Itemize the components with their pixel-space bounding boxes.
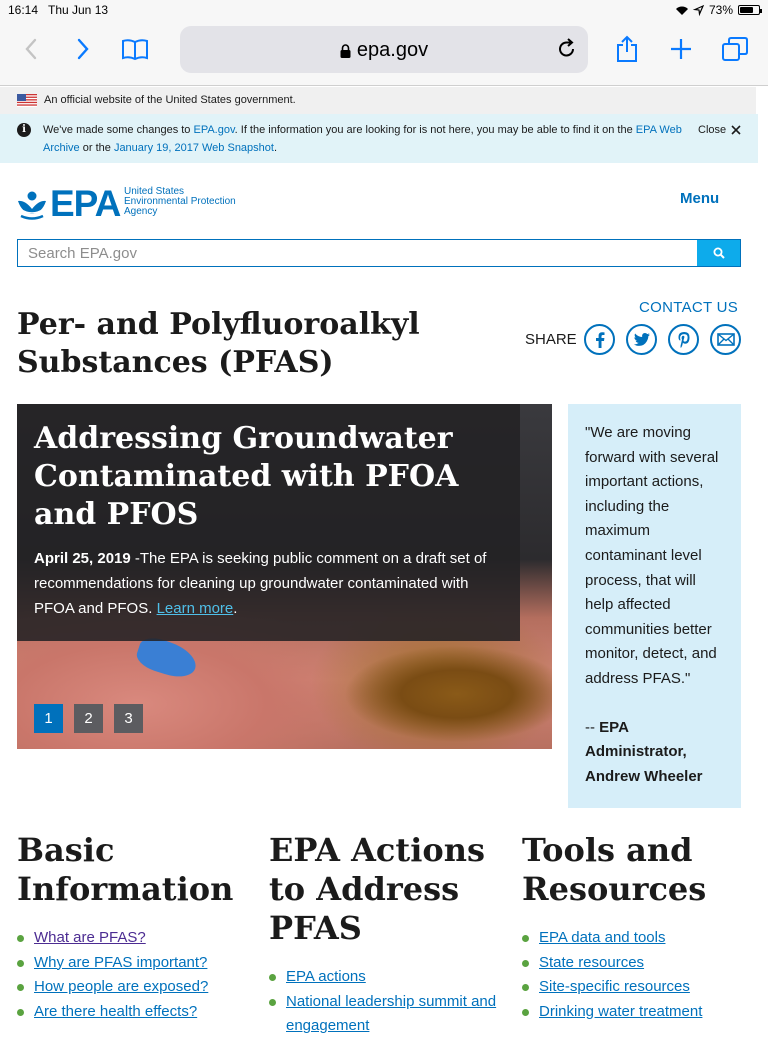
quote-text: "We are moving forward with several important actions, including the maximum contaminant level process, that will help affected communities better monitor, detect, and address PFAS."	[585, 424, 719, 687]
state-resources-link[interactable]: State resources	[539, 953, 645, 971]
list-item	[17, 1000, 247, 1025]
why-pfas-important-link[interactable]: Why are PFAS important?	[34, 953, 208, 971]
us-flag-icon	[17, 94, 37, 107]
pinterest-icon	[678, 332, 690, 348]
hero-slideshow	[17, 404, 552, 749]
section-heading: Basic Information	[17, 831, 234, 908]
link-list	[17, 926, 247, 1024]
tools-resources-section	[522, 831, 752, 1024]
new-tab-icon[interactable]	[666, 34, 696, 64]
notice-link-archive[interactable]: EPA Web Archive	[43, 124, 682, 154]
back-icon[interactable]	[16, 34, 46, 64]
list-item	[522, 926, 752, 951]
link-list	[522, 926, 752, 1024]
contact-us-link[interactable]: CONTACT US	[639, 299, 739, 316]
notice-link-snapshot[interactable]: January 19, 2017 Web Snapshot	[113, 142, 274, 154]
list-item	[17, 975, 247, 1000]
epa-flower-icon	[17, 187, 47, 221]
health-effects-link[interactable]: Are there health effects?	[34, 1002, 198, 1020]
slide-1-button[interactable]: 1	[34, 704, 63, 733]
forward-icon[interactable]	[68, 34, 98, 64]
wifi-icon	[675, 5, 689, 16]
list-item	[17, 951, 247, 976]
what-are-pfas-link[interactable]: What are PFAS?	[34, 929, 146, 946]
hero-caption	[17, 404, 520, 641]
list-item	[522, 951, 752, 976]
link-list	[269, 965, 499, 1039]
tabs-overview-icon[interactable]	[720, 34, 750, 64]
site-notice	[0, 114, 758, 163]
notice-close-button[interactable]	[698, 121, 741, 139]
close-icon	[731, 125, 741, 135]
search-input[interactable]	[18, 240, 698, 266]
facebook-share-button[interactable]	[584, 324, 615, 355]
reload-icon[interactable]	[558, 39, 576, 58]
epa-logo[interactable]	[17, 183, 236, 225]
status-time: 16:14	[8, 3, 39, 17]
battery-percent: 73%	[708, 3, 733, 17]
slide-2-button[interactable]: 2	[74, 704, 103, 733]
battery-icon	[738, 5, 760, 15]
share-sheet-icon[interactable]	[612, 34, 642, 64]
data-tools-link[interactable]: EPA data and tools	[539, 929, 666, 946]
twitter-share-button[interactable]	[626, 324, 657, 355]
administrator-quote	[568, 404, 741, 808]
hero-date: April 25, 2019	[34, 550, 131, 567]
info-icon: i	[17, 123, 31, 137]
list-item	[269, 965, 499, 990]
status-bar	[0, 0, 768, 20]
list-item	[17, 926, 247, 951]
epa-actions-section	[269, 831, 499, 1039]
list-item	[522, 1000, 752, 1025]
agency-name: United States Environmental Protection Agency	[124, 186, 236, 217]
site-resources-link[interactable]: Site-specific resources	[539, 978, 690, 996]
leadership-summit-link[interactable]: National leadership summit and engagement	[286, 992, 497, 1035]
email-share-button[interactable]	[710, 324, 741, 355]
list-item	[522, 975, 752, 1000]
menu-button[interactable]: Menu	[680, 190, 720, 207]
browser-toolbar	[0, 20, 768, 86]
pinterest-share-button[interactable]	[668, 324, 699, 355]
search-button[interactable]	[697, 240, 740, 266]
section-heading: EPA Actions to Address PFAS	[269, 831, 485, 947]
email-icon	[717, 333, 735, 346]
page-title: Per- and Polyfluoroalkyl Substances (PFAS)	[17, 307, 420, 380]
facebook-icon	[595, 332, 605, 348]
notice-message: We've made some changes to EPA.gov. If the information you are looking for is not here, you may be able to find it on the EPA Web Archive or the January 19, 2017 Web Snapshot.	[43, 124, 682, 154]
share-label: SHARE	[525, 331, 577, 348]
hero-heading: Addressing Groundwater Contaminated with PFOA and PFOS	[34, 421, 459, 532]
gov-banner	[0, 87, 756, 114]
epa-actions-link[interactable]: EPA actions	[286, 968, 366, 985]
search-icon	[713, 247, 725, 259]
bookmarks-icon[interactable]	[120, 34, 150, 64]
water-treatment-link[interactable]: Drinking water treatment	[539, 1002, 703, 1020]
quote-attribution: -- EPA Administrator, Andrew Wheeler	[585, 718, 703, 785]
notice-link-epa[interactable]: EPA.gov	[193, 124, 235, 136]
epa-wordmark: EPA	[50, 183, 121, 224]
lock-icon	[340, 44, 351, 58]
learn-more-link[interactable]: Learn more	[156, 600, 234, 617]
address-bar[interactable]	[180, 26, 588, 73]
location-icon	[694, 5, 704, 15]
url-text: epa.gov	[356, 39, 429, 61]
slide-3-button[interactable]: 3	[114, 704, 143, 733]
twitter-icon	[634, 333, 650, 346]
close-label: Close	[698, 124, 727, 136]
hero-text: April 25, 2019 -The EPA is seeking public comment on a draft set of recommendations for cleaning up groundwater contaminated with PFOA and PFOS. Learn more.	[34, 550, 487, 617]
search-form	[17, 239, 741, 267]
status-date: Thu Jun 13	[48, 3, 109, 17]
how-exposed-link[interactable]: How people are exposed?	[34, 978, 209, 996]
status-indicators	[675, 3, 760, 17]
gov-banner-text: An official website of the United States government.	[44, 94, 296, 106]
section-heading: Tools and Resources	[522, 831, 707, 908]
list-item	[269, 990, 499, 1039]
basic-information-section	[17, 831, 247, 1024]
